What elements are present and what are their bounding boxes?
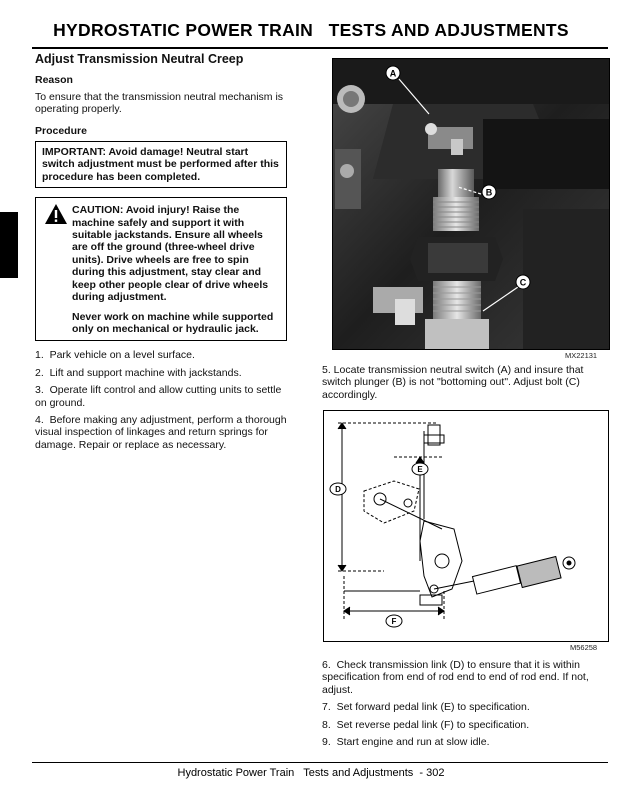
photo-label-c: C xyxy=(519,277,527,288)
photo-illustration xyxy=(333,59,609,349)
page-footer: Hydrostatic Power Train Tests and Adjustments - 302 xyxy=(177,767,445,779)
step-9: 9. Start engine and run at slow idle. xyxy=(322,736,490,749)
photo-label-a: A xyxy=(389,68,397,79)
diagram-caption: M56258 xyxy=(570,643,598,652)
step-2: 2. Lift and support machine with jackstands. xyxy=(35,366,242,379)
step-5: 5. Locate transmission neutral switch (A) and insure that switch plunger (B) is not "bottoming out". Adjust bolt (C) accordingly. xyxy=(322,364,584,401)
warning-triangle-icon xyxy=(44,203,68,225)
reason-heading: Reason xyxy=(35,74,73,87)
step-6: 6. Check transmission link (D) to ensure that it is within specification from end of rod end to end of rod end. If not, adjust. xyxy=(322,659,592,696)
footer-rule xyxy=(32,762,608,763)
page-header-title: HYDROSTATIC POWER TRAIN TESTS AND ADJUSTMENTS xyxy=(53,20,569,40)
photo-caption: MX22131 xyxy=(565,351,598,360)
page-edge-tab xyxy=(0,212,18,278)
neutral-switch-photo xyxy=(332,58,610,350)
reason-text: To ensure that the transmission neutral mechanism is operating properly. xyxy=(35,90,284,116)
important-text: IMPORTANT: Avoid damage! Neutral start switch adjustment must be performed after this procedure has been completed. xyxy=(42,146,279,183)
photo-label-b: B xyxy=(485,187,493,198)
header-rule xyxy=(32,47,608,49)
caution-text-2: Never work on machine while supported only on mechanical or hydraulic jack. xyxy=(72,310,274,335)
linkage-drawing xyxy=(324,411,608,641)
left-column xyxy=(35,52,290,456)
linkage-diagram xyxy=(323,410,609,642)
step-7: 7. Set forward pedal link (E) to specification. xyxy=(322,701,530,714)
step-1: 1. Park vehicle on a level surface. xyxy=(35,349,195,362)
caution-notice xyxy=(35,197,287,341)
diagram-label-e: E xyxy=(417,465,423,474)
diagram-label-d: D xyxy=(335,485,341,494)
step-4: 4. Before making any adjustment, perform a thorough visual inspection of linkages and return springs for damage. Repair or replace as necessary. xyxy=(35,413,290,451)
diagram-label-f: F xyxy=(391,617,397,626)
step-8: 8. Set reverse pedal link (F) to specification. xyxy=(322,718,530,731)
section-title: Adjust Transmission Neutral Creep xyxy=(35,52,244,66)
caution-text: CAUTION: Avoid injury! Raise the machine safely and support it with suitable jackstands. Ensure all wheels are off the ground (three-wheel drive units). Drive wheels are free to spin during this adjustment, stay clear and keep other people clear of drive wheels during adjustment. xyxy=(72,204,269,304)
right-steps xyxy=(322,659,612,753)
procedure-heading: Procedure xyxy=(35,124,87,137)
important-notice xyxy=(35,141,287,188)
step-3: 3. Operate lift control and allow cutting units to settle on ground. xyxy=(35,384,285,409)
